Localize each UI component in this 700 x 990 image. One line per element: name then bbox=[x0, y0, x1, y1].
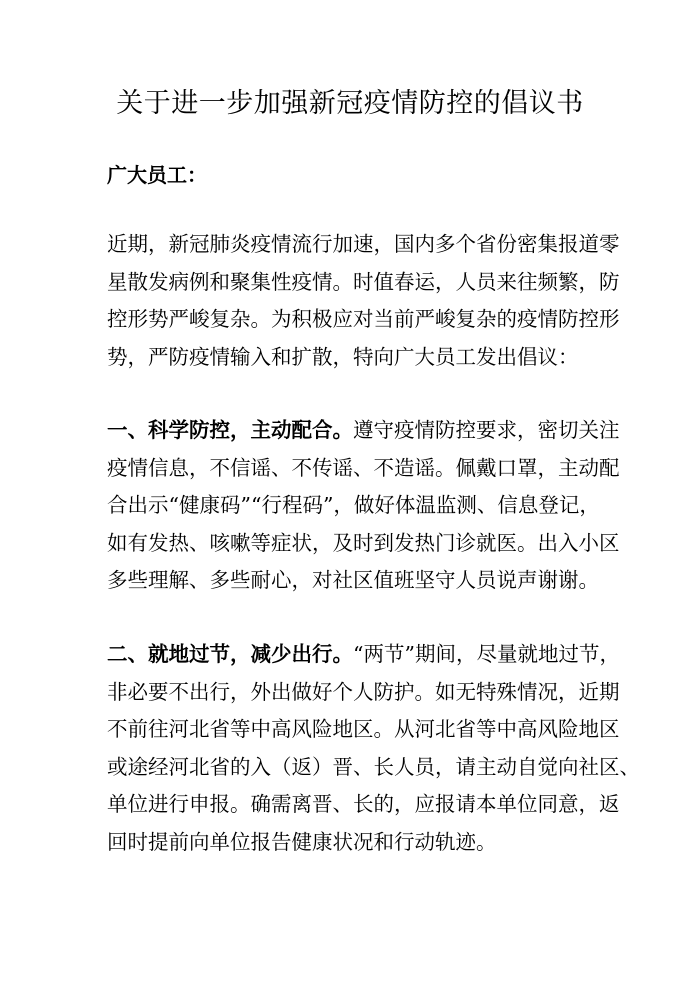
section-one-paragraph bbox=[107, 412, 620, 600]
text-line: 不前往河北省等中高风险地区。从河北省等中高风险地区 bbox=[107, 717, 620, 741]
text-line bbox=[107, 412, 620, 450]
document-title: 关于进一步加强新冠疫情防控的倡议书 bbox=[116, 88, 584, 119]
text-line: 控形势严峻复杂。为积极应对当前严峻复杂的疫情防控形 bbox=[107, 307, 620, 331]
section-two-first-line: “两节”期间，尽量就地过节， bbox=[353, 642, 620, 666]
text-line: 星散发病例和聚集性疫情。时值春运，人员来往频繁，防 bbox=[107, 269, 620, 294]
text-line: 疫情信息，不信谣、不传谣、不造谣。佩戴口罩，主动配 bbox=[107, 455, 620, 480]
greeting: 广大员工： bbox=[107, 163, 207, 187]
section-one-first-line: 遵守疫情防控要求，密切关注 bbox=[353, 418, 620, 442]
text-line bbox=[107, 636, 620, 674]
text-line: 合出示“健康码”“行程码”，做好体温监测、信息登记， bbox=[107, 493, 600, 517]
text-line: 单位进行申报。确需离晋、长的，应报请本单位同意，返 bbox=[107, 792, 620, 816]
section-one-heading: 一、科学防控，主动配合。 bbox=[107, 418, 353, 442]
text-line: 近期，新冠肺炎疫情流行加速，国内多个省份密集报道零 bbox=[107, 232, 620, 256]
text-line: 多些理解、多些耐心，对社区值班坚守人员说声谢谢。 bbox=[107, 568, 599, 592]
section-two-paragraph bbox=[107, 636, 640, 861]
text-line: 如有发热、咳嗽等症状，及时到发热门诊就医。出入小区 bbox=[107, 530, 620, 555]
text-line: 非必要不出行，外出做好个人防护。如无特殊情况，近期 bbox=[107, 679, 620, 704]
text-line: 或途经河北省的入（返）晋、长人员，请主动自觉向社区、 bbox=[107, 754, 640, 779]
text-line: 回时提前向单位报告健康状况和行动轨迹。 bbox=[107, 829, 497, 854]
text-line: 势，严防疫情输入和扩散，特向广大员工发出倡议： bbox=[107, 344, 579, 369]
section-two-heading: 二、就地过节，减少出行。 bbox=[107, 642, 353, 666]
intro-paragraph bbox=[107, 226, 620, 376]
